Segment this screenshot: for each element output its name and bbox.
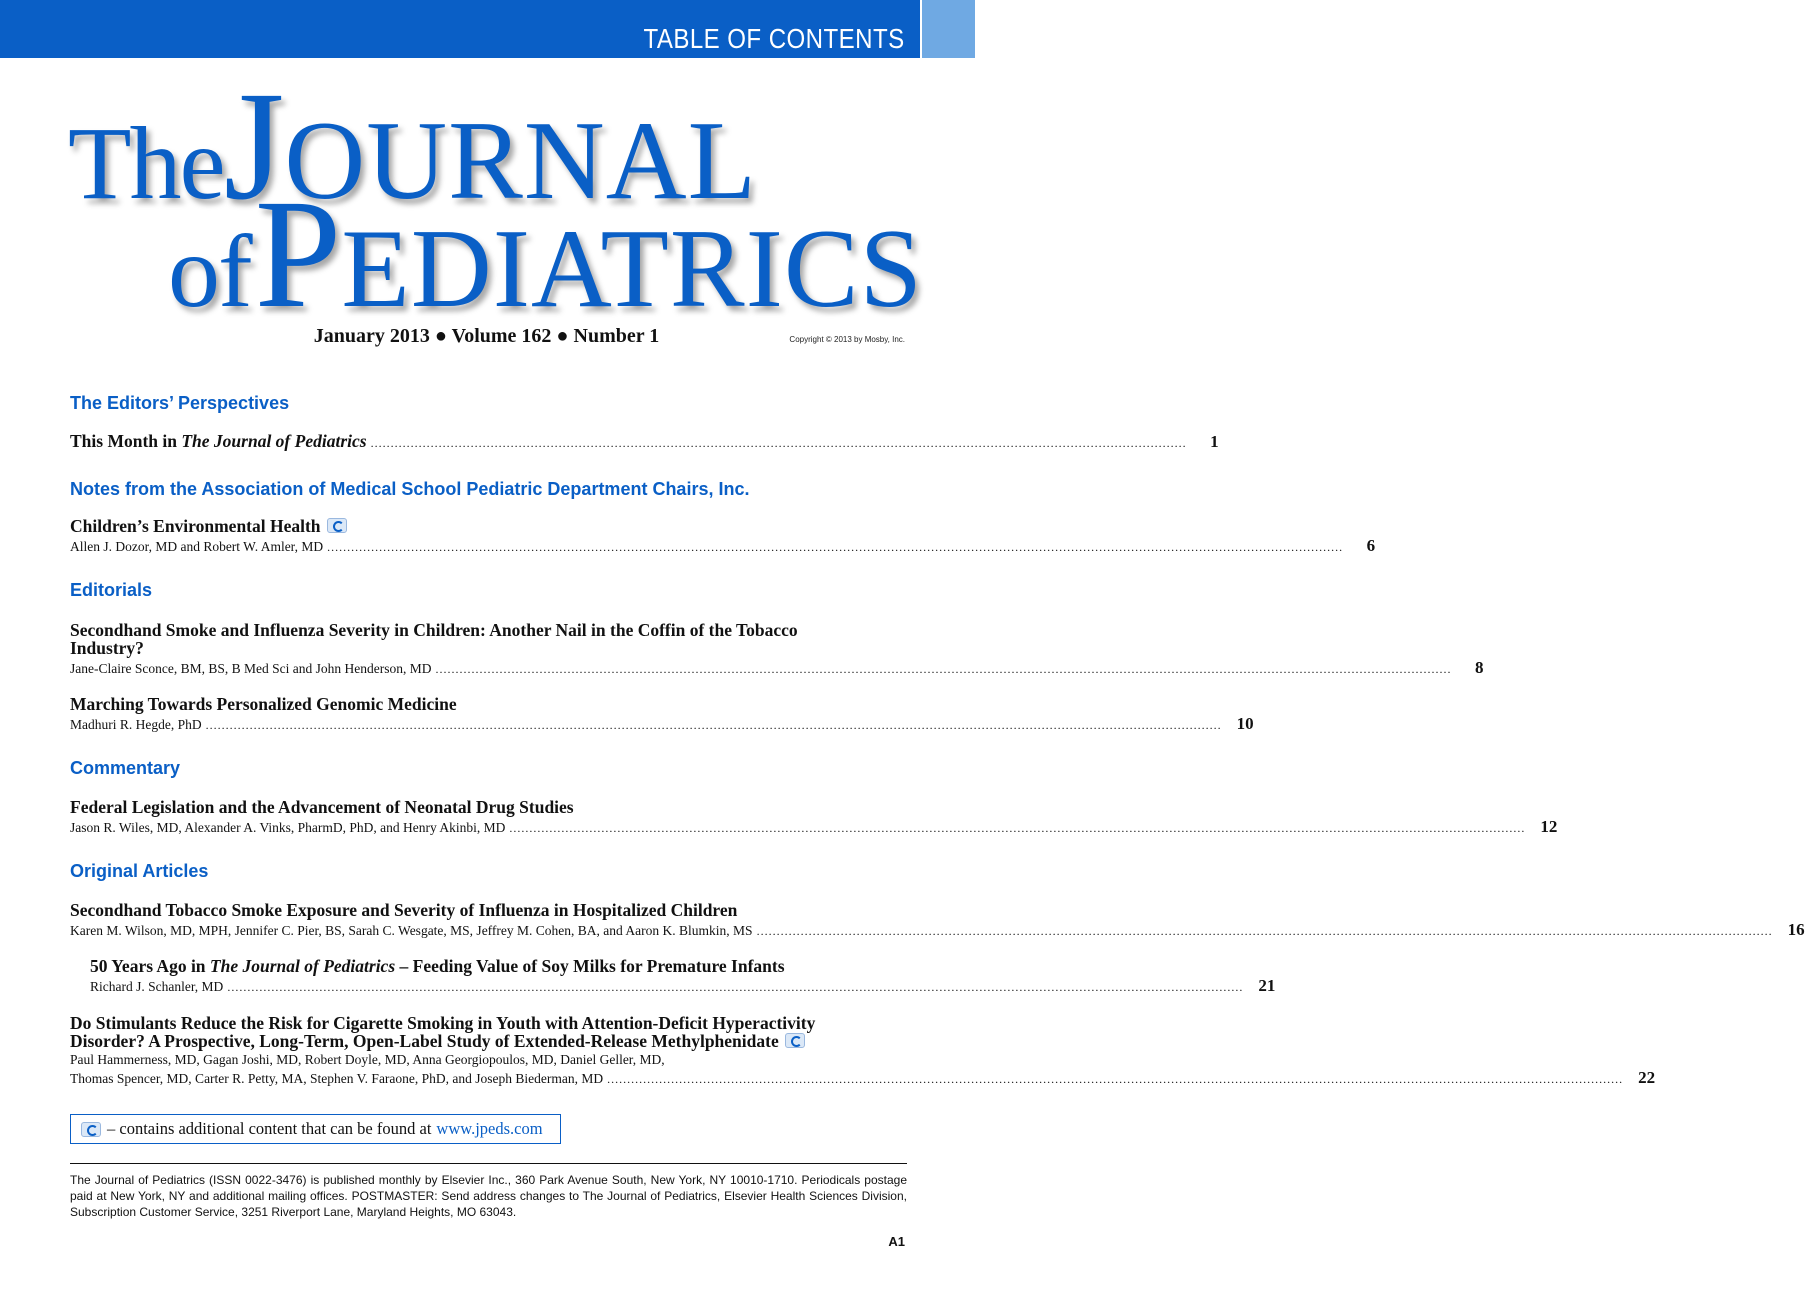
entry-title: This Month in The Journal of Pediatrics <box>70 431 367 451</box>
page-number: 1 <box>1210 432 1219 451</box>
section-heading-notes: Notes from the Association of Medical School Pediatric Department Chairs, Inc. <box>70 479 750 499</box>
leader-dots: .............................................................................................................................................................................................................................................................. <box>509 821 1526 835</box>
toc-entry[interactable] <box>70 431 1219 452</box>
entry-authors: Jason R. Wiles, MD, Alexander A. Vinks, PharmD, PhD, and Henry Akinbi, MD <box>70 820 506 835</box>
page-number: 22 <box>1638 1068 1656 1087</box>
page-number: 10 <box>1236 714 1254 733</box>
page-number: 16 <box>1787 920 1805 939</box>
legend-text: – contains additional content that can be found at <box>107 1119 432 1138</box>
entry-title: Secondhand Tobacco Smoke Exposure and Severity of Influenza in Hospitalized Children <box>70 900 738 920</box>
copyright-notice: Copyright © 2013 by Mosby, Inc. <box>789 335 905 344</box>
entry-authors: Paul Hammerness, MD, Gagan Joshi, MD, Robert Doyle, MD, Anna Georgiopoulos, MD, Daniel Geller, MD, <box>70 1052 665 1067</box>
leader-dots: .............................................................................................................................................................................................................................................................. <box>756 924 1773 938</box>
toc-entry[interactable] <box>70 900 1805 940</box>
masthead-line-2: of PEDIATRICS <box>168 167 923 340</box>
toc-entry[interactable] <box>70 516 1376 556</box>
toc-entry[interactable] <box>70 620 1484 678</box>
e-content-legend <box>70 1114 561 1144</box>
leader-dots: .............................................................................................................................................................................................................................................................. <box>227 980 1244 994</box>
entry-title: Federal Legislation and the Advancement of Neonatal Drug Studies <box>70 797 574 817</box>
entry-title: Children’s Environmental Health <box>70 517 907 535</box>
page-number: 21 <box>1258 976 1276 995</box>
header-accent-block <box>922 0 975 58</box>
footer-divider <box>70 1163 907 1164</box>
issue-info: January 2013 ● Volume 162 ● Number 1 <box>313 325 660 347</box>
entry-title-continued: Disorder? A Prospective, Long-Term, Open-Label Study of Extended-Release Methylphenidate <box>70 1032 907 1050</box>
e-content-icon <box>327 518 347 533</box>
page-number: 12 <box>1540 817 1558 836</box>
leader-dots: .............................................................................................................................................................................................................................................................. <box>205 718 1222 732</box>
entry-title: Secondhand Smoke and Influenza Severity in Children: Another Nail in the Coffin of the Tobacco Industry? <box>70 620 798 658</box>
toc-entry[interactable] <box>70 1013 1656 1088</box>
e-content-icon <box>81 1122 101 1137</box>
toc-entry[interactable] <box>70 694 1254 734</box>
page-number: 8 <box>1474 658 1484 677</box>
leader-dots: .............................................................................................................................................................................................................................................................. <box>607 1072 1624 1086</box>
entry-title: Do Stimulants Reduce the Risk for Cigarette Smoking in Youth with Attention-Deficit Hyperactivity <box>70 1013 816 1033</box>
section-heading-original-articles: Original Articles <box>70 861 209 881</box>
table-of-contents-label: TABLE OF CONTENTS <box>643 23 905 54</box>
e-content-icon <box>785 1033 805 1048</box>
entry-title: Marching Towards Personalized Genomic Medicine <box>70 694 457 714</box>
toc-entry[interactable] <box>90 956 1276 996</box>
entry-authors-continued: Thomas Spencer, MD, Carter R. Petty, MA, Stephen V. Faraone, PhD, and Joseph Biederman, MD <box>70 1071 604 1086</box>
entry-authors: Allen J. Dozor, MD and Robert W. Amler, MD <box>70 539 324 554</box>
toc-entry[interactable] <box>70 797 1558 837</box>
page-folio: A1 <box>888 1234 905 1249</box>
entry-authors: Karen M. Wilson, MD, MPH, Jennifer C. Pier, BS, Sarah C. Wesgate, MS, Jeffrey M. Cohen, BA, and Aaron K. Blumkin, MS <box>70 923 753 938</box>
section-heading-editorials: Editorials <box>70 580 153 600</box>
section-heading-editors-perspectives: The Editors’ Perspectives <box>70 393 290 413</box>
section-heading-commentary: Commentary <box>70 758 181 778</box>
entry-authors: Jane-Claire Sconce, BM, BS, B Med Sci and John Henderson, MD <box>70 661 432 676</box>
leader-dots: .............................................................................................................................................................................................................................................................. <box>327 540 1344 554</box>
entry-authors: Madhuri R. Hegde, PhD <box>70 717 202 732</box>
leader-dots: .............................................................................................................................................................................................................................................................. <box>435 662 1452 676</box>
entry-authors: Richard J. Schanler, MD <box>90 979 224 994</box>
leader-dots: ............................................................................................................................................................................................................ <box>370 436 1187 450</box>
jpeds-website-link[interactable]: www.jpeds.com <box>436 1119 543 1138</box>
entry-title: 50 Years Ago in The Journal of Pediatrics – Feeding Value of Soy Milks for Premature Infants <box>90 956 785 976</box>
publication-info: The Journal of Pediatrics (ISSN 0022-3476) is published monthly by Elsevier Inc., 360 Park Avenue South, New York, NY 10010-1710. Periodicals postage paid at New York, NY and additional mailing offices. POSTMASTER: Send address changes to The Journal of Pediatrics, Elsevier Health Sciences Division, Subscription Customer Service, 3251 Riverport Lane, Maryland Heights, MO 63043. <box>70 1173 907 1219</box>
masthead-line-1: TheJOURNAL <box>68 59 758 232</box>
page-number: 6 <box>1366 536 1376 555</box>
